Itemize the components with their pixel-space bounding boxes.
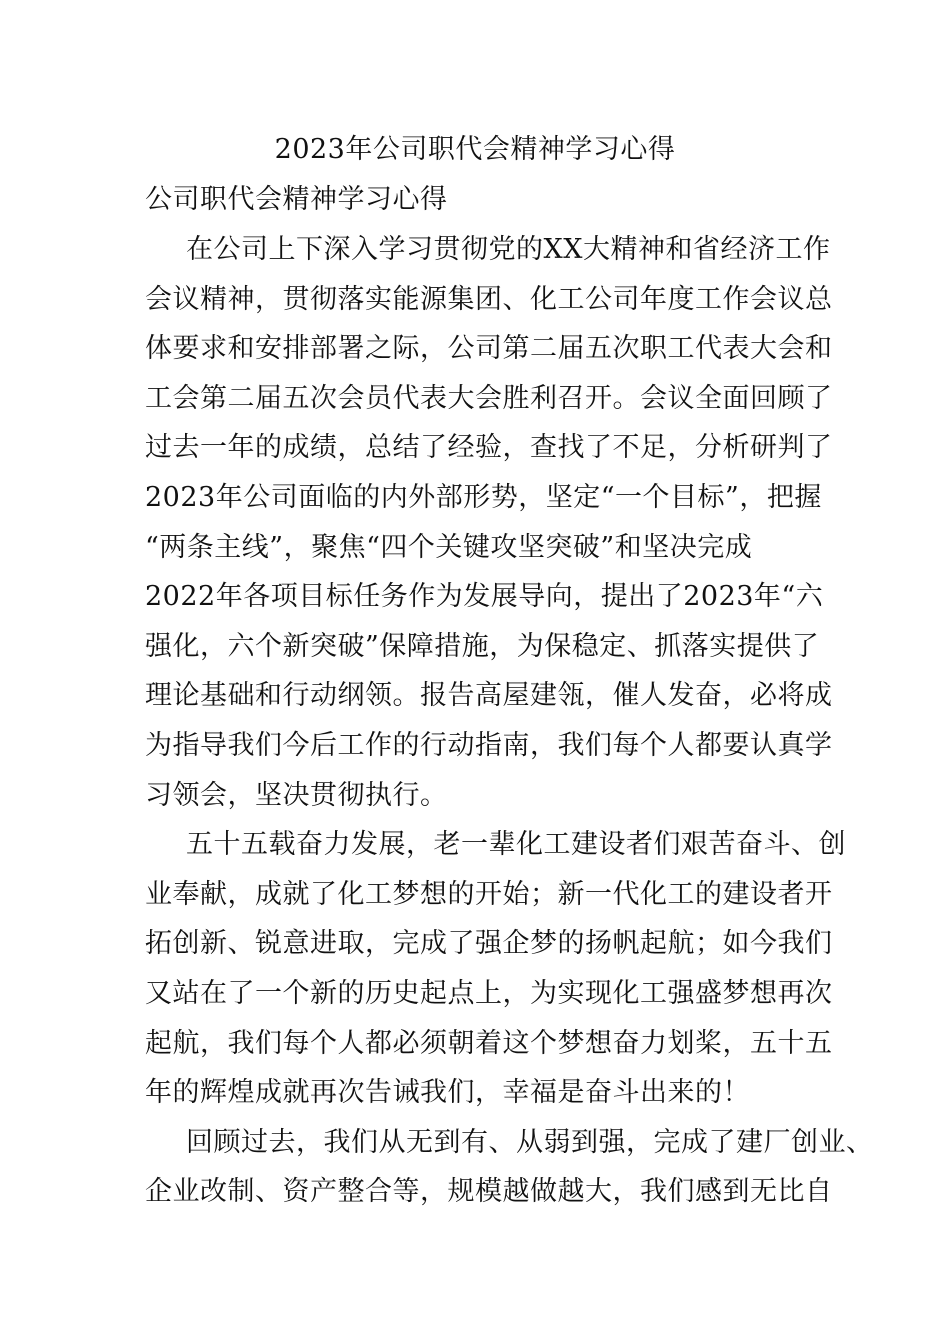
text-line: 2022年各项目标任务作为发展导向，提出了2023年“六	[145, 581, 824, 613]
text-line: 强化，六个新突破”保障措施，为保稳定、抓落实提供了	[145, 630, 820, 662]
document-subtitle: 公司职代会精神学习心得	[145, 184, 448, 215]
paragraph-1	[145, 229, 833, 824]
text-line: 又站在了一个新的历史起点上，为实现化工强盛梦想再次	[145, 977, 833, 1009]
text-line: 为指导我们今后工作的行动指南，我们每个人都要认真学	[145, 729, 833, 761]
text-line: 拓创新、锐意进取，完成了强企梦的扬帆起航；如今我们	[145, 928, 833, 960]
text-line: 2023年公司面临的内外部形势，坚定“一个目标”，把握	[145, 481, 822, 513]
text-line: 会议精神，贯彻落实能源集团、化工公司年度工作会议总	[145, 283, 833, 315]
text-line: 年的辉煌成就再次告诫我们，幸福是奋斗出来的！	[145, 1077, 750, 1109]
text-line: 理论基础和行动纲领。报告高屋建瓴，催人发奋，必将成	[145, 680, 833, 712]
paragraph-2	[145, 824, 846, 1122]
text-line: 起航，我们每个人都必须朝着这个梦想奋力划桨，五十五	[145, 1027, 833, 1059]
text-line: 习领会，坚决贯彻执行。	[145, 779, 448, 811]
text-line: 回顾过去，我们从无到有、从弱到强，完成了建厂创业、	[186, 1126, 874, 1158]
text-line: 过去一年的成绩，总结了经验，查找了不足，分析研判了	[145, 432, 833, 464]
text-line: 业奉献，成就了化工梦想的开始；新一代化工的建设者开	[145, 878, 833, 910]
text-line: “两条主线”，聚焦“四个关键攻坚突破”和坚决完成	[145, 531, 753, 563]
text-line: 五十五载奋力发展，老一辈化工建设者们艰苦奋斗、创	[186, 829, 846, 861]
text-line: 在公司上下深入学习贯彻党的XX大精神和省经济工作	[186, 234, 831, 265]
document-body	[145, 229, 874, 1221]
text-line: 工会第二届五次会员代表大会胜利召开。会议全面回顾了	[145, 382, 833, 414]
text-line: 体要求和安排部署之际，公司第二届五次职工代表大会和	[145, 333, 833, 365]
document-title: 2023年公司职代会精神学习心得	[274, 134, 676, 165]
text-line: 企业改制、资产整合等，规模越做越大，我们感到无比自	[145, 1176, 833, 1208]
paragraph-3	[145, 1122, 874, 1221]
